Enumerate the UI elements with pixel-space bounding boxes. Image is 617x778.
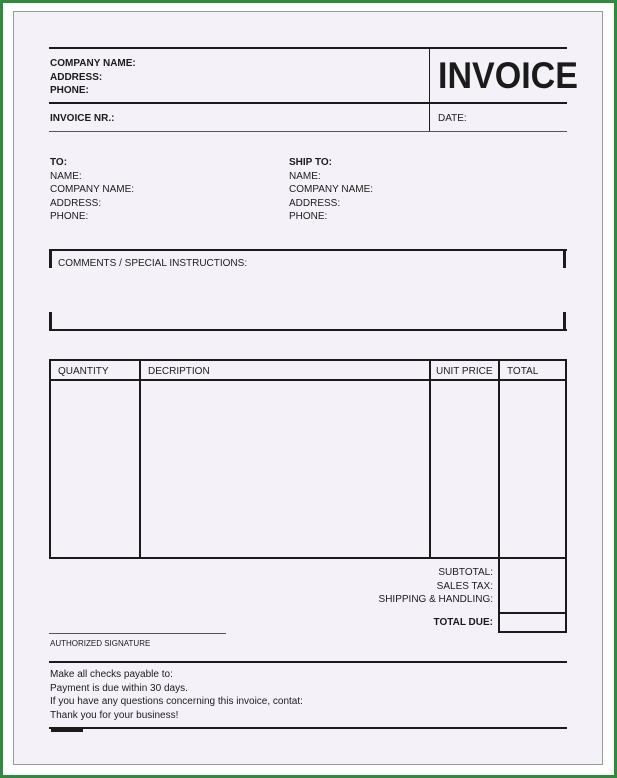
header-mid-rule	[49, 102, 567, 104]
unit-price-cell[interactable]	[431, 381, 498, 557]
header-bottom-rule	[49, 131, 567, 132]
sender-phone-label: PHONE:	[50, 85, 89, 96]
column-header-description: DECRIPTION	[148, 366, 210, 377]
comments-top-rule	[49, 249, 567, 251]
shipping-label: SHIPPING & HANDLING:	[378, 594, 493, 605]
invoice-number-label: INVOICE NR.:	[50, 113, 115, 124]
comments-bottom-right-tick	[563, 312, 566, 331]
sender-address-label: ADDRESS:	[50, 71, 103, 83]
sender-company-label: COMPANY NAME:	[50, 58, 136, 69]
comments-bottom-rule	[49, 329, 567, 331]
ship-to-company: COMPANY NAME:	[289, 184, 374, 195]
column-header-total: TOTAL	[507, 366, 539, 377]
column-header-quantity: QUANTITY	[58, 366, 109, 377]
footer-bottom-rule	[49, 727, 567, 729]
comments-bottom-left-tick	[49, 312, 52, 331]
ship-to-heading: SHIP TO:	[289, 157, 332, 168]
bill-to-name: NAME:	[50, 170, 82, 182]
date-label: DATE:	[438, 113, 467, 124]
totals-right-edge	[565, 557, 567, 633]
signature-label: AUTHORIZED SIGNATURE	[50, 639, 151, 648]
subtotal-label: SUBTOTAL:	[438, 567, 493, 578]
comments-label: COMMENTS / SPECIAL INSTRUCTIONS:	[58, 258, 248, 269]
ship-to-block	[289, 156, 373, 224]
quantity-cell[interactable]	[51, 381, 139, 557]
totals-bottom-rule	[498, 631, 567, 633]
sender-block	[50, 57, 136, 98]
table-top-rule	[49, 359, 567, 361]
comments-top-left-tick	[49, 249, 52, 268]
footer-mark	[51, 729, 83, 732]
header-top-rule	[49, 47, 567, 49]
ship-to-name: NAME:	[289, 170, 321, 182]
footer-line-thanks: Thank you for your business!	[50, 709, 179, 721]
ship-to-address: ADDRESS:	[289, 197, 341, 209]
total-due-label: TOTAL DUE:	[433, 617, 493, 628]
footer-line-payment: Payment is due within 30 days.	[50, 682, 188, 694]
total-due-value-cell[interactable]	[500, 614, 565, 631]
total-cell[interactable]	[500, 381, 565, 557]
footer-line-questions: If you have any questions concerning this invoice, contat:	[50, 696, 303, 707]
totals-labels	[330, 566, 493, 607]
header-divider	[429, 49, 430, 131]
comments-top-right-tick	[563, 249, 566, 268]
bill-to-block	[50, 156, 134, 224]
bill-to-address: ADDRESS:	[50, 197, 102, 209]
ship-to-phone: PHONE:	[289, 211, 328, 222]
invoice-title: INVOICE	[438, 55, 578, 96]
bill-to-heading: TO:	[50, 157, 68, 168]
footer-notes	[50, 668, 303, 722]
sales-tax-label: SALES TAX:	[436, 580, 493, 592]
totals-value-cell[interactable]	[500, 559, 565, 612]
column-header-unit-price: UNIT PRICE	[436, 366, 493, 377]
bill-to-phone: PHONE:	[50, 211, 89, 222]
signature-line[interactable]	[49, 633, 226, 634]
footer-line-checks: Make all checks payable to:	[50, 669, 173, 680]
description-cell[interactable]	[141, 381, 429, 557]
table-bottom-rule	[49, 557, 567, 559]
bill-to-company: COMPANY NAME:	[50, 184, 135, 195]
footer-top-rule	[49, 661, 567, 663]
table-right-edge	[565, 359, 567, 559]
